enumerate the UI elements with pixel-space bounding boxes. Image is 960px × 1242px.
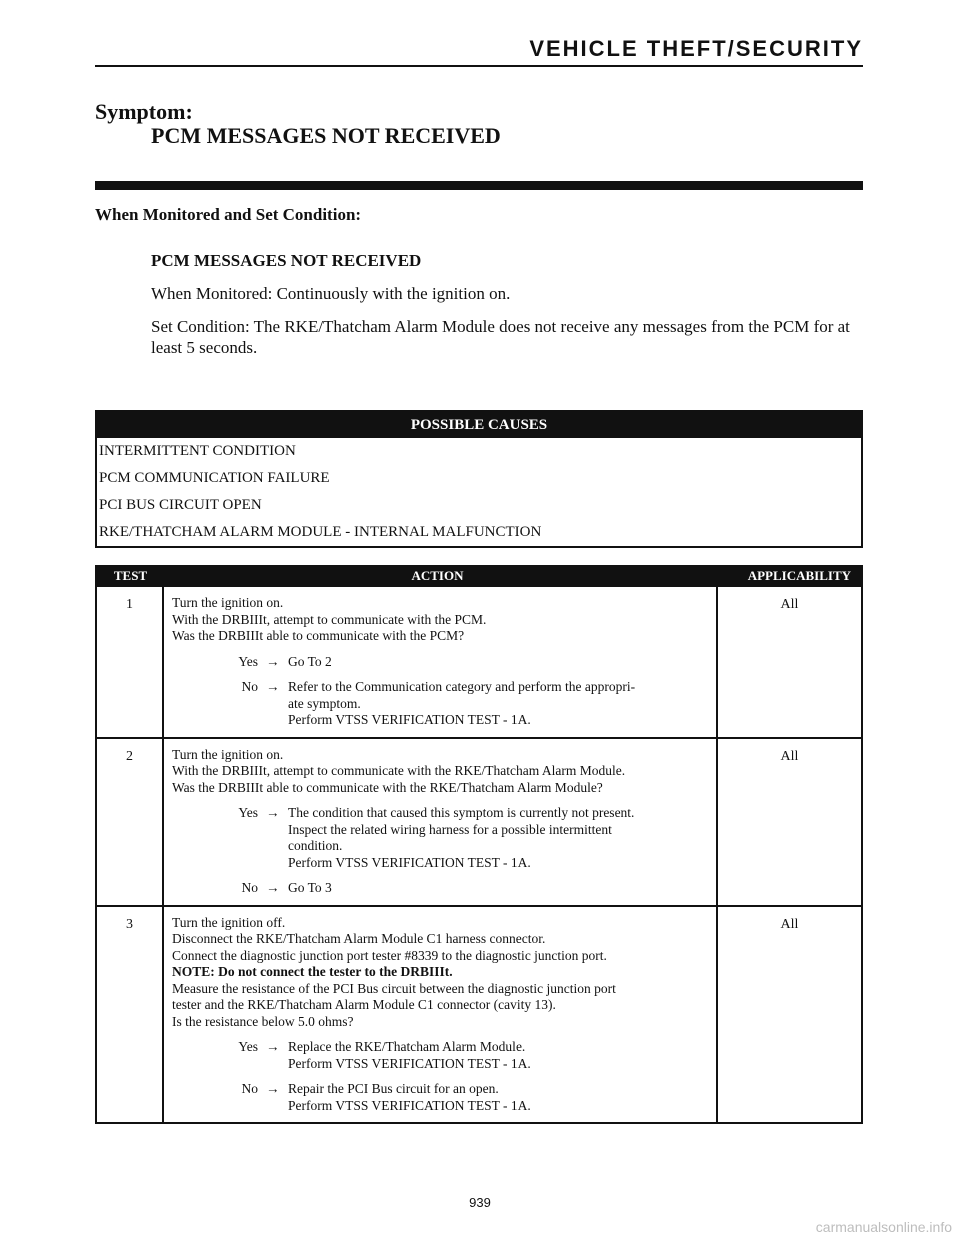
result-line: The condition that caused this symptom is currently not present.	[288, 805, 635, 820]
test-row	[97, 737, 861, 905]
header-action: ACTION	[411, 568, 464, 583]
yes-result	[288, 1039, 710, 1072]
page-number: 939	[469, 1195, 491, 1210]
action-step: Disconnect the RKE/Thatcham Alarm Module C1 harness connector.	[172, 931, 546, 946]
yes-label: Yes	[238, 653, 258, 669]
action-step: Was the DRBIIIt able to communicate with the RKE/Thatcham Alarm Module?	[172, 779, 603, 795]
test-table-header	[97, 565, 861, 587]
action-step: tester and the RKE/Thatcham Alarm Module C1 connector (cavity 13).	[172, 997, 556, 1012]
right-arrow-icon: →	[266, 679, 280, 694]
conditions-block	[151, 250, 863, 370]
action-step: Turn the ignition on.	[172, 746, 284, 762]
result-line: Perform VTSS VERIFICATION TEST - 1A.	[288, 712, 531, 727]
no-result	[288, 1081, 710, 1114]
test-action	[164, 907, 718, 1123]
section-divider	[95, 181, 863, 190]
header-test: TEST	[113, 568, 148, 583]
test-rows	[97, 587, 861, 1122]
result-line: Replace the RKE/Thatcham Alarm Module.	[288, 1039, 526, 1054]
test-number: 3	[97, 907, 164, 1123]
yes-label: Yes	[238, 805, 258, 820]
result-line: Go To 3	[288, 880, 332, 895]
action-step: Was the DRBIIIt able to communicate with the PCM?	[172, 628, 465, 643]
action-step: Turn the ignition off.	[172, 914, 286, 930]
cause-item: INTERMITTENT CONDITION	[99, 443, 296, 459]
possible-causes-heading: POSSIBLE CAUSES	[97, 412, 861, 438]
action-step: With the DRBIIIt, attempt to communicate with the RKE/Thatcham Alarm Module.	[172, 763, 626, 778]
test-action	[164, 739, 718, 905]
right-arrow-icon: →	[266, 1039, 280, 1054]
test-applicability: All	[780, 916, 799, 932]
no-label: No	[241, 1081, 258, 1096]
action-step: Is the resistance below 5.0 ohms?	[172, 1013, 354, 1029]
result-line: ate symptom.	[288, 695, 361, 711]
test-table	[95, 565, 863, 1124]
cause-item: PCI BUS CIRCUIT OPEN	[99, 497, 262, 513]
action-step: Measure the resistance of the PCI Bus circuit between the diagnostic junction port	[172, 980, 616, 996]
no-label: No	[241, 679, 258, 694]
action-step: Connect the diagnostic junction port tester #8339 to the diagnostic junction port.	[172, 947, 607, 963]
watermark: carmanualsonline.info	[815, 1219, 952, 1235]
test-applicability: All	[780, 748, 799, 764]
no-result	[288, 679, 710, 729]
when-monitored: When Monitored: Continuously with the ignition on.	[151, 284, 511, 303]
right-arrow-icon: →	[266, 653, 280, 669]
no-outcome	[172, 880, 710, 897]
yes-outcome	[172, 805, 710, 871]
yes-outcome	[172, 654, 710, 671]
no-outcome	[172, 1081, 710, 1114]
no-result	[288, 880, 710, 897]
result-line: Perform VTSS VERIFICATION TEST - 1A.	[288, 854, 531, 870]
possible-causes-table	[95, 410, 863, 548]
result-line: Inspect the related wiring harness for a possible intermittent	[288, 821, 612, 837]
conditions-heading: When Monitored and Set Condition:	[95, 205, 362, 224]
header-rule	[95, 65, 863, 67]
result-line: Refer to the Communication category and perform the appropri-	[288, 679, 636, 694]
result-line: Perform VTSS VERIFICATION TEST - 1A.	[288, 1055, 531, 1071]
result-line: Go To 2	[288, 653, 332, 669]
test-row	[97, 587, 861, 737]
test-number: 2	[97, 739, 164, 905]
action-step: Turn the ignition on.	[172, 595, 284, 610]
symptom-label: Symptom:	[95, 99, 193, 124]
right-arrow-icon: →	[266, 805, 280, 820]
result-line: Repair the PCI Bus circuit for an open.	[288, 1081, 499, 1096]
result-line: Perform VTSS VERIFICATION TEST - 1A.	[288, 1097, 531, 1113]
section-title: VEHICLE THEFT/SECURITY	[529, 36, 863, 61]
symptom-title: PCM MESSAGES NOT RECEIVED	[151, 123, 501, 148]
right-arrow-icon: →	[266, 1081, 280, 1096]
yes-result	[288, 654, 710, 671]
header-applicability: APPLICABILITY	[747, 568, 851, 583]
yes-outcome	[172, 1039, 710, 1072]
cause-item: RKE/THATCHAM ALARM MODULE - INTERNAL MALFUNCTION	[99, 524, 542, 540]
set-condition: Set Condition: The RKE/Thatcham Alarm Module does not receive any messages from the PCM for at least 5 seconds.	[151, 317, 850, 357]
test-row	[97, 905, 861, 1123]
no-outcome	[172, 679, 710, 729]
yes-result	[288, 805, 710, 871]
test-applicability: All	[780, 597, 799, 612]
no-label: No	[241, 880, 258, 895]
cause-item: PCM COMMUNICATION FAILURE	[99, 470, 330, 486]
action-step: With the DRBIIIt, attempt to communicate with the PCM.	[172, 611, 487, 627]
yes-label: Yes	[238, 1039, 258, 1054]
condition-name: PCM MESSAGES NOT RECEIVED	[151, 251, 422, 270]
test-number: 1	[97, 587, 164, 737]
action-step: NOTE: Do not connect the tester to the DRBIIIt.	[172, 964, 453, 979]
right-arrow-icon: →	[266, 880, 280, 895]
test-action	[164, 587, 718, 737]
result-line: condition.	[288, 838, 343, 853]
